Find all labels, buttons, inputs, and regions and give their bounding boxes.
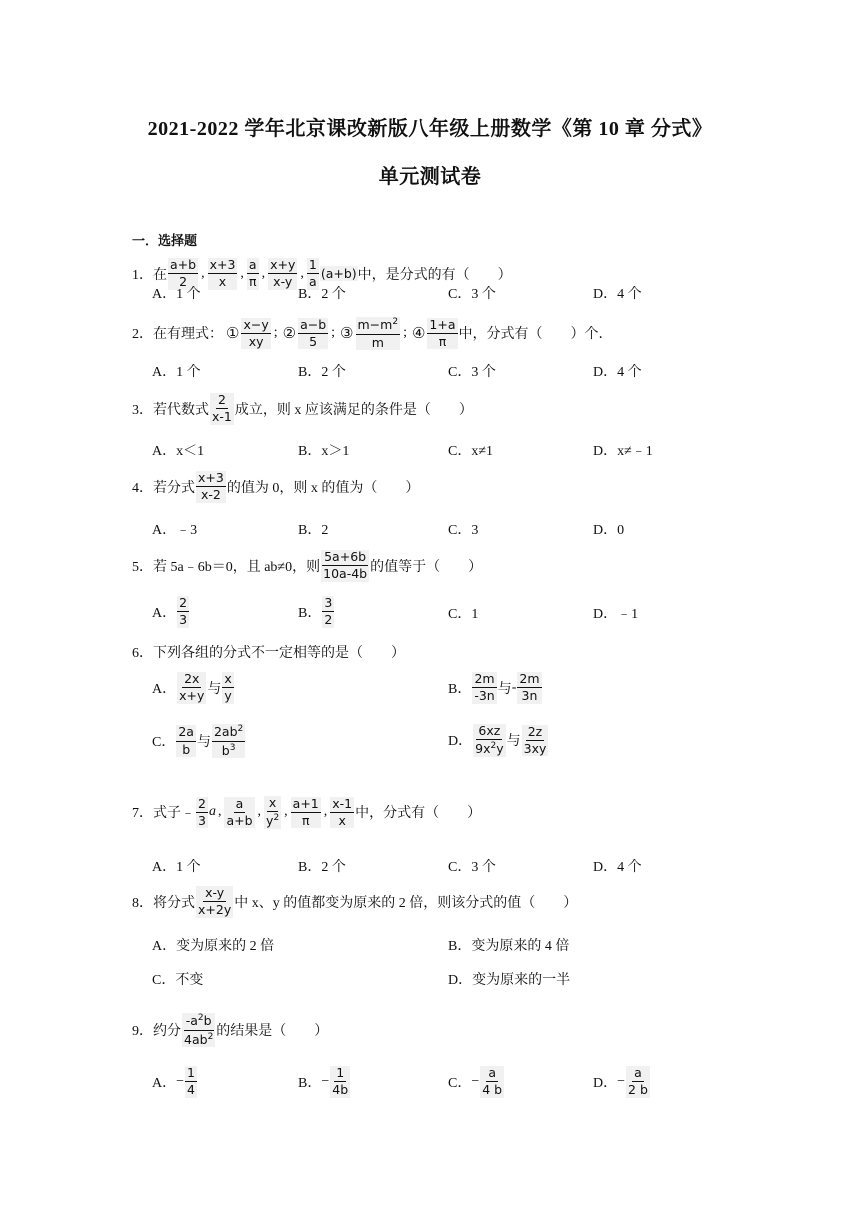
formula: $\frac{x}{y^2}$ (266, 795, 280, 829)
q8-option-b[interactable]: B．变为原来的 4 倍 (448, 939, 570, 954)
q8-pre: 将分式 (153, 895, 195, 911)
q5-pre: 若 5a﹣6b＝0，且 ab≠0，则 (153, 559, 321, 575)
question-8 (132, 886, 577, 918)
formula: $\frac{2}{3}$ (198, 795, 206, 828)
q7-option-d[interactable]: D．4 个 (593, 860, 642, 875)
q3-option-d[interactable]: D．x≠﹣1 (593, 444, 653, 459)
formula: $\frac{x-y}{x+2y}$ (198, 885, 232, 918)
q8-option-a[interactable]: A．变为原来的 2 倍 (152, 939, 275, 954)
formula: $\frac{5a+6b}{10a-4b}$ (323, 549, 368, 582)
q8-option-d[interactable]: D．变为原来的一半 (448, 973, 571, 988)
q3-option-a[interactable]: A．x＜1 (152, 444, 205, 459)
q7-option-c[interactable]: C．3 个 (448, 860, 496, 875)
q9-option-d[interactable]: D． − $\frac{a}{2 b}$ (593, 1065, 648, 1098)
formula: $\frac{2x}{x+y}$ (179, 671, 205, 704)
formula: $\frac{6xz}{9x^2y}$ (475, 723, 504, 757)
q7-number: 7． (132, 806, 153, 822)
formula: $\frac{2}{x-1}$ (212, 392, 232, 425)
q9-post: 的结果是（ ） (216, 1024, 329, 1040)
q4-option-c[interactable]: C．3 (448, 523, 479, 538)
q4-option-a[interactable]: A．﹣3 (152, 523, 198, 538)
question-7: 7． 式子﹣ $\frac{2}{3}$ a , $\frac{a}{a+b}$ , $\frac{x}{y^2}$ , $\frac{a+1}{\pi}$ , $\frac{x-1}{x}$ 中，分式有（ ） (132, 795, 482, 829)
formula: $\frac{a+1}{\pi}$ (292, 795, 319, 828)
section-heading: 一．选择题 (132, 233, 198, 248)
q3-number: 3． (132, 402, 153, 418)
q6-option-c[interactable]: C． $\frac{2a}{b}$ 与 $\frac{2ab^2}{b^3}$ (152, 724, 244, 758)
formula: $\frac{2m}{-3n}$ (474, 671, 495, 704)
q4-option-b[interactable]: B．2 (298, 523, 329, 538)
q1-number: 1． (132, 267, 153, 283)
q2-option-a[interactable]: A．1 个 (152, 365, 201, 380)
q7-option-a[interactable]: A．1 个 (152, 860, 201, 875)
question-4 (132, 471, 419, 503)
q9-option-b[interactable]: B． − $\frac{1}{4b}$ (298, 1065, 349, 1098)
q7-pre: 式子﹣ (153, 806, 195, 822)
formula: (a+b) (320, 266, 357, 282)
q6-option-a[interactable]: A． $\frac{2x}{x+y}$ 与 $\frac{x}{y}$ (152, 671, 232, 704)
q1-option-a[interactable]: A．1 个 (152, 287, 201, 302)
q8-option-c[interactable]: C．不变 (152, 973, 204, 988)
q5-option-d[interactable]: D．﹣1 (593, 607, 639, 622)
q9-number: 9． (132, 1024, 153, 1040)
q9-option-c[interactable]: C． − $\frac{a}{4 b}$ (448, 1065, 503, 1098)
q6-number: 6． (132, 646, 153, 661)
formula: $\frac{1}{4}$ (187, 1065, 195, 1098)
q9-pre: 约分 (153, 1024, 181, 1040)
formula: $\frac{1}{a}$ (308, 257, 317, 290)
formula: $\frac{a-b}{5}$ (300, 316, 327, 349)
question-9 (132, 1013, 328, 1047)
question-1: 1． 在 $\frac{a+b}{2}$ , $\frac{x+3}{x}$ , $\frac{a}{\pi}$ , $\frac{x+y}{x-y}$ , $\frac{1}{a}$ (a+b) 中，是分式的有（ ） (132, 257, 512, 290)
formula: $\frac{a}{2 b}$ (628, 1065, 648, 1098)
q8-number: 8． (132, 895, 153, 911)
q5-post: 的值等于（ ） (370, 559, 483, 575)
q1-option-d[interactable]: D．4 个 (593, 287, 642, 302)
formula: $\frac{x}{y}$ (224, 671, 232, 704)
q3-option-c[interactable]: C．x≠1 (448, 444, 494, 459)
q2-option-b[interactable]: B．2 个 (298, 365, 346, 380)
question-3 (132, 393, 473, 425)
q1-option-b[interactable]: B．2 个 (298, 287, 346, 302)
formula: $\frac{2m}{3n}$ (519, 671, 540, 704)
q2-option-c[interactable]: C．3 个 (448, 365, 496, 380)
q9-option-a[interactable]: A． − $\frac{1}{4}$ (152, 1065, 195, 1098)
formula: $\frac{1+a}{\pi}$ (429, 316, 456, 349)
formula: $\frac{2z}{3xy}$ (523, 723, 547, 756)
doc-title-line1: 2021-2022 学年北京课改新版八年级上册数学《第 10 章 分式》 (147, 118, 713, 140)
q3-pre: 若代数式 (153, 402, 209, 418)
q4-pre: 若分式 (153, 480, 195, 496)
formula: $\frac{2}{3}$ (179, 595, 188, 628)
q3-post: 成立，则 x 应该满足的条件是（ ） (234, 402, 473, 418)
q3-option-b[interactable]: B．x＞1 (298, 444, 350, 459)
formula: $\frac{a}{\pi}$ (248, 257, 257, 290)
formula: $\frac{x+3}{x-2}$ (198, 470, 224, 503)
formula: $\frac{2ab^2}{b^3}$ (213, 724, 244, 758)
q5-option-a[interactable]: A． $\frac{2}{3}$ (152, 595, 188, 628)
formula: $\frac{a}{a+b}$ (226, 795, 253, 828)
q5-number: 5． (132, 559, 153, 575)
formula: $\frac{x-1}{x}$ (332, 795, 353, 828)
q4-option-d[interactable]: D．0 (593, 523, 625, 538)
q5-option-b[interactable]: B． $\frac{3}{2}$ (298, 595, 333, 628)
q2-option-d[interactable]: D．4 个 (593, 365, 642, 380)
q7-option-b[interactable]: B．2 个 (298, 860, 346, 875)
q1-option-c[interactable]: C．3 个 (448, 287, 496, 302)
q1-post: 中，是分式的有（ ） (357, 267, 512, 283)
formula: $\frac{2a}{b}$ (178, 724, 194, 757)
q6-text: 下列各组的分式不一定相等的是（ ） (153, 646, 405, 661)
formula: $\frac{a}{4 b}$ (482, 1065, 503, 1098)
q8-post: 中 x、y 的值都变为原来的 2 倍，则该分式的值（ ） (234, 895, 578, 911)
formula: $\frac{-a^2b}{4ab^2}$ (184, 1013, 214, 1047)
q6-option-d[interactable]: D． $\frac{6xz}{9x^2y}$ 与 $\frac{2z}{3xy}$ (448, 723, 547, 757)
formula: $\frac{m-m^2}{m}$ (357, 317, 399, 350)
formula: $\frac{a+b}{2}$ (170, 257, 197, 290)
q2-pre: 在有理式： (153, 327, 223, 343)
q4-post: 的值为 0，则 x 的值为（ ） (226, 480, 420, 496)
formula: $\frac{x+y}{x-y}$ (270, 257, 296, 290)
formula: $\frac{3}{2}$ (324, 595, 333, 628)
question-2: 2． 在有理式： ① $\frac{x-y}{xy}$ ; ② $\frac{a-b}{5}$ ; ③ $\frac{m-m^2}{m}$ ; ④ $\frac{1+a}{\pi}$ 中，分式有（ ）个． (132, 316, 613, 350)
q7-post: 中，分式有（ ） (355, 806, 482, 822)
q4-number: 4． (132, 480, 153, 496)
q5-option-c[interactable]: C．1 (448, 607, 479, 622)
question-5 (132, 550, 482, 582)
q2-post: 中，分式有（ ）个． (458, 327, 613, 343)
q6-option-b[interactable]: B． $\frac{2m}{-3n}$ 与 - $\frac{2m}{3n}$ (448, 671, 540, 704)
formula: $\frac{x+3}{x}$ (209, 257, 236, 290)
doc-title-line2: 单元测试卷 (378, 166, 482, 188)
q1-pre: 在 (153, 267, 167, 283)
formula: $\frac{1}{4b}$ (332, 1065, 349, 1098)
formula: $\frac{x-y}{xy}$ (243, 316, 269, 349)
q2-number: 2． (132, 327, 153, 343)
question-6 (132, 642, 405, 662)
